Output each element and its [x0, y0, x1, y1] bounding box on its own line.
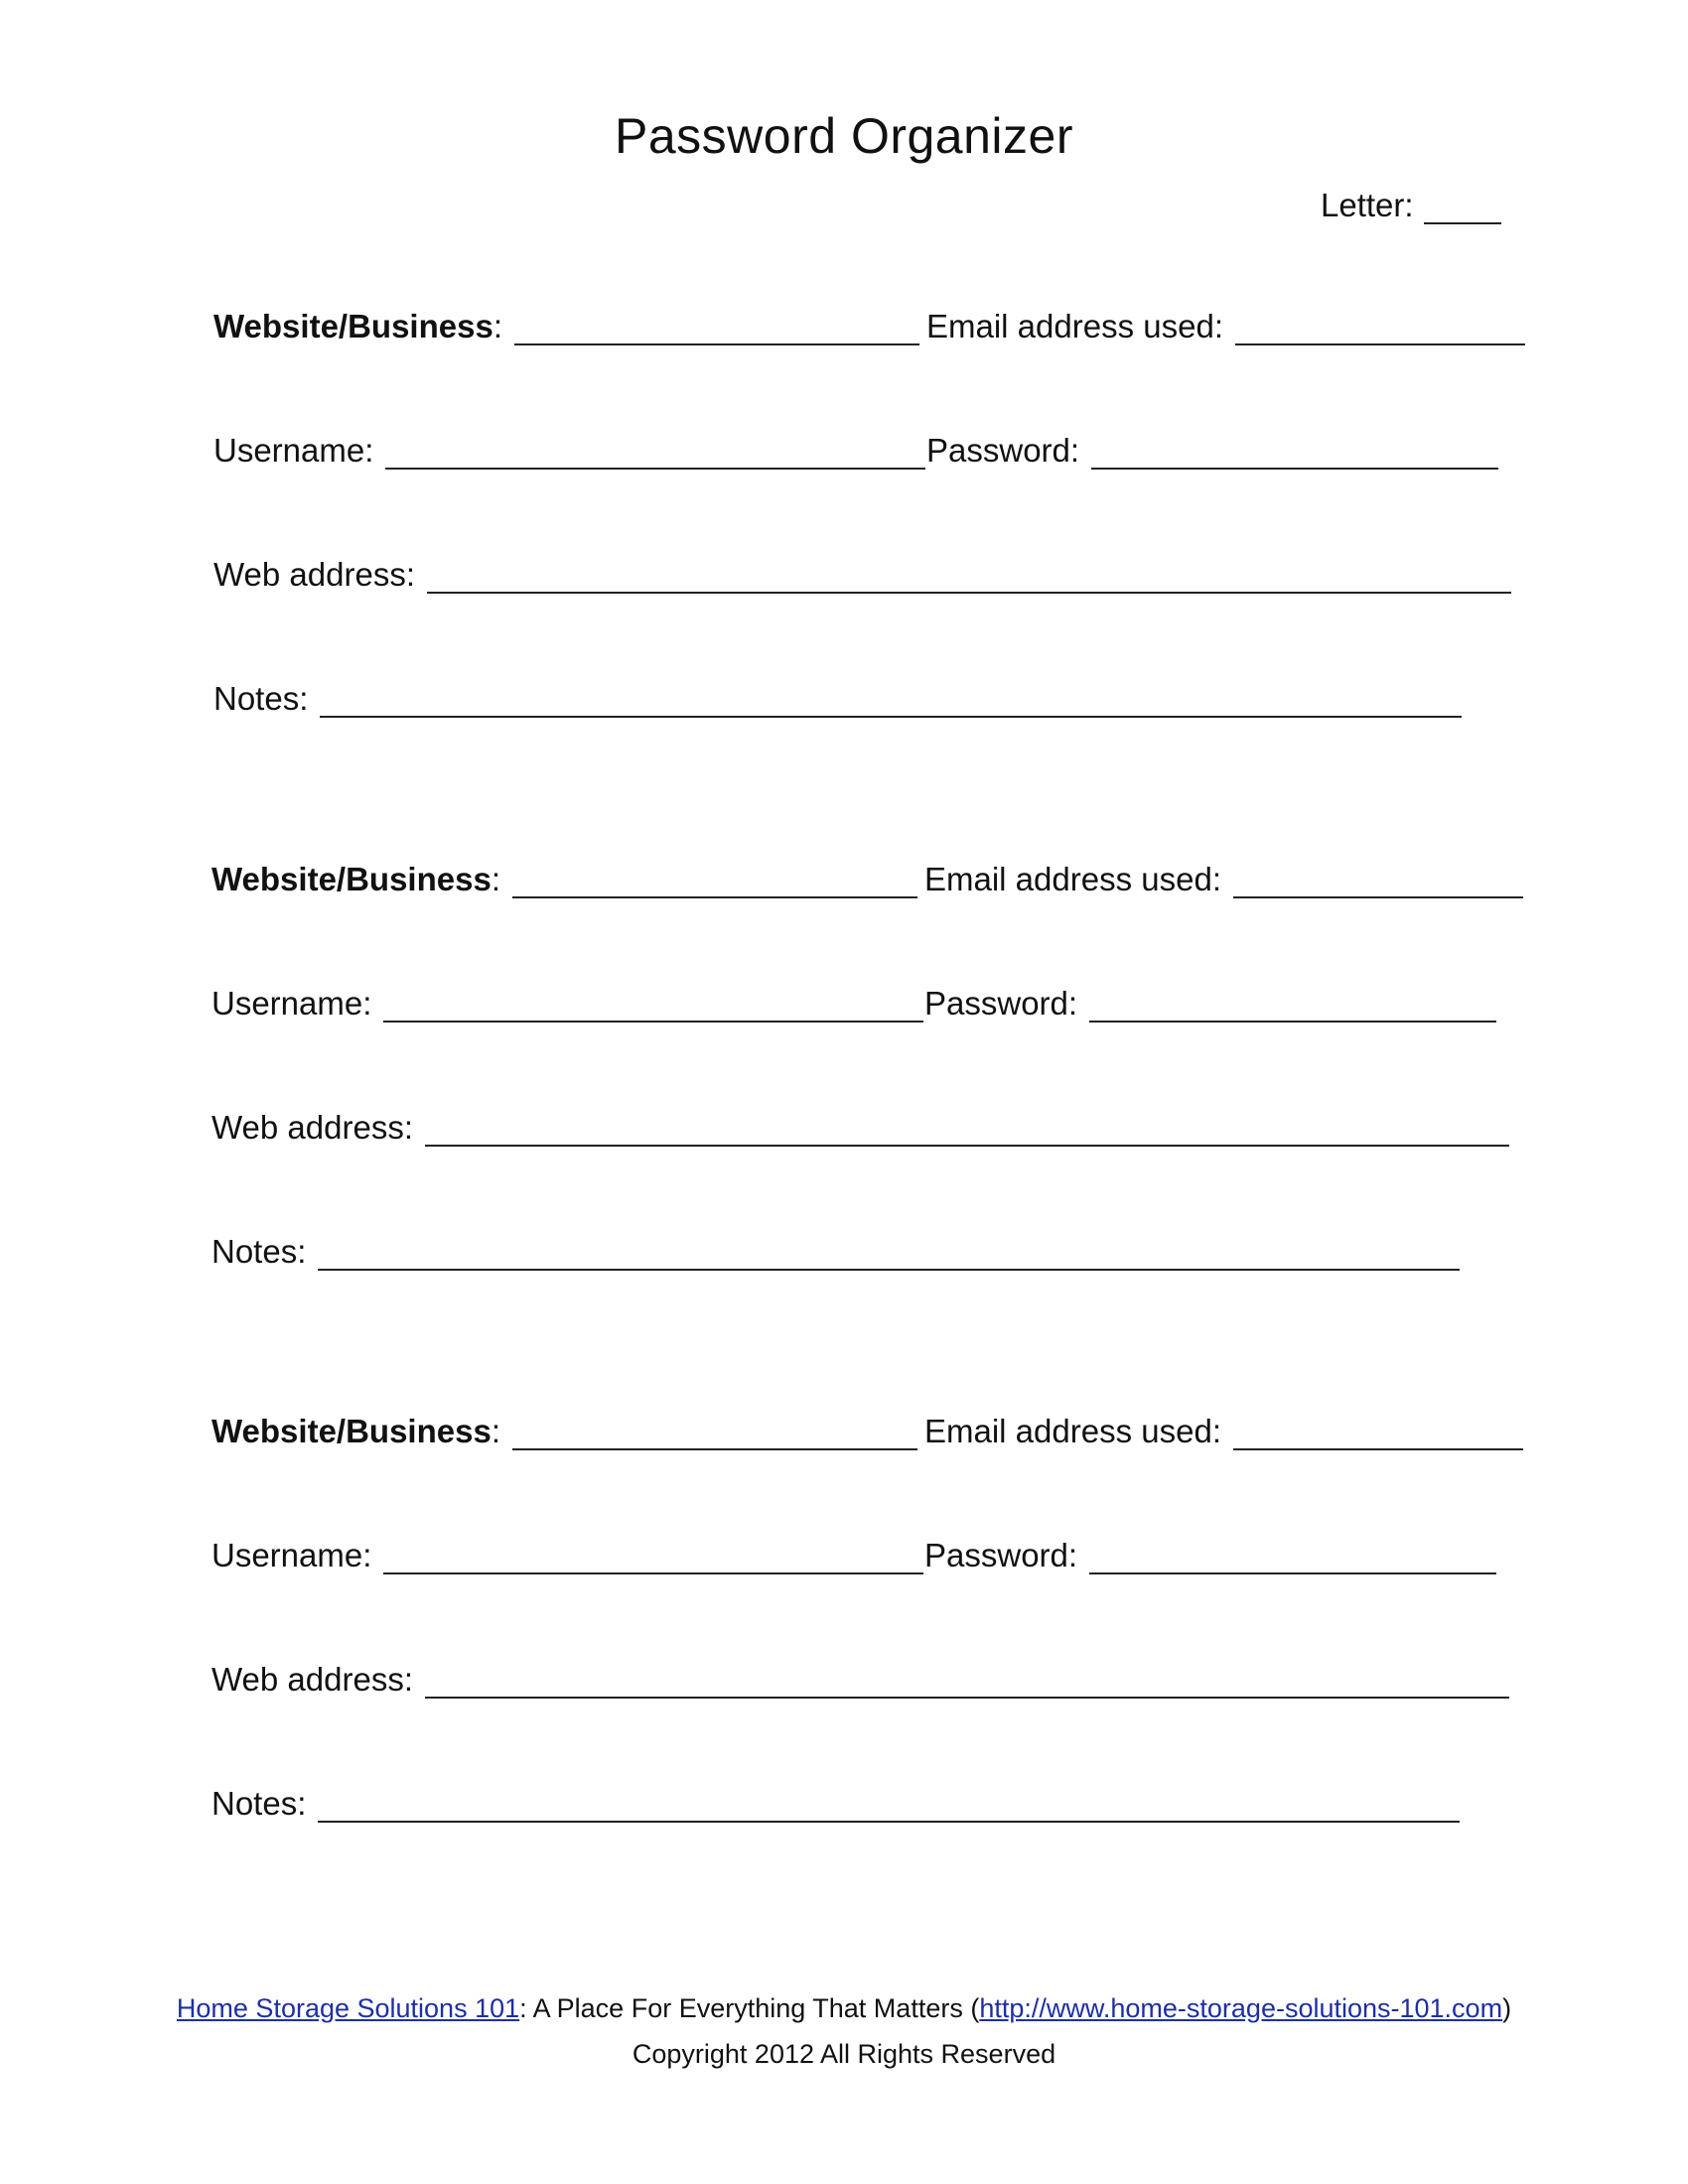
email-blank[interactable]	[1233, 1419, 1523, 1450]
password-row	[926, 432, 1498, 470]
username-blank[interactable]	[383, 991, 923, 1023]
entry-section-3	[0, 1393, 1688, 1849]
notes-blank[interactable]	[318, 1791, 1460, 1823]
web-address-row	[211, 1109, 1509, 1147]
web-address-label: Web address:	[211, 1661, 413, 1698]
password-row	[924, 985, 1496, 1023]
password-blank[interactable]	[1091, 438, 1498, 470]
entry-section-1	[0, 288, 1688, 745]
letter-label: Letter:	[1321, 187, 1414, 223]
website-row	[211, 861, 917, 898]
password-row	[924, 1537, 1496, 1574]
page-title: Password Organizer	[615, 108, 1073, 164]
username-row	[213, 432, 925, 470]
email-label: Email address used:	[926, 308, 1223, 344]
footer-credit-line: Home Storage Solutions 101: A Place For Everything That Matters (http://www.home-storage-solutions-101.com)	[176, 1993, 1512, 2023]
username-row	[211, 985, 923, 1023]
website-blank[interactable]	[512, 867, 917, 898]
footer	[0, 1985, 1688, 2077]
site-link[interactable]: Home Storage Solutions 101	[176, 1993, 520, 2023]
email-blank[interactable]	[1235, 314, 1525, 345]
website-row	[211, 1413, 917, 1450]
password-blank[interactable]	[1089, 991, 1496, 1023]
email-row	[926, 308, 1525, 345]
notes-row	[211, 1785, 1460, 1823]
password-blank[interactable]	[1089, 1543, 1496, 1574]
web-address-row	[213, 556, 1511, 594]
web-address-blank[interactable]	[425, 1115, 1509, 1147]
notes-blank[interactable]	[320, 686, 1462, 718]
email-label: Email address used:	[924, 861, 1221, 897]
web-address-row	[211, 1661, 1509, 1699]
website-label: Website/Business:	[211, 861, 500, 897]
entry-section-2	[0, 841, 1688, 1297]
username-blank[interactable]	[383, 1543, 923, 1574]
letter-field	[1321, 187, 1501, 224]
email-label: Email address used:	[924, 1413, 1221, 1449]
web-address-label: Web address:	[213, 556, 415, 593]
username-blank[interactable]	[385, 438, 925, 470]
website-blank[interactable]	[512, 1419, 917, 1450]
password-label: Password:	[924, 985, 1078, 1022]
notes-row	[213, 680, 1462, 718]
footer-tagline: : A Place For Everything That Matters (	[519, 1993, 980, 2023]
web-address-blank[interactable]	[425, 1667, 1509, 1699]
email-row	[924, 861, 1523, 898]
email-row	[924, 1413, 1523, 1450]
username-label: Username:	[211, 985, 372, 1022]
website-label: Website/Business:	[211, 1413, 500, 1449]
notes-label: Notes:	[213, 680, 309, 717]
password-label: Password:	[926, 432, 1080, 469]
copyright-text: Copyright 2012 All Rights Reserved	[632, 2039, 1056, 2069]
web-address-label: Web address:	[211, 1109, 413, 1146]
username-row	[211, 1537, 923, 1574]
website-row	[213, 308, 919, 345]
site-url-link[interactable]: http://www.home-storage-solutions-101.com	[979, 1993, 1503, 2023]
username-label: Username:	[213, 432, 374, 469]
username-label: Username:	[211, 1537, 372, 1573]
notes-label: Notes:	[211, 1785, 307, 1822]
letter-blank[interactable]	[1424, 193, 1501, 224]
email-blank[interactable]	[1233, 867, 1523, 898]
website-label: Website/Business:	[213, 308, 502, 344]
notes-label: Notes:	[211, 1233, 307, 1270]
website-blank[interactable]	[514, 314, 919, 345]
web-address-blank[interactable]	[427, 562, 1511, 594]
password-label: Password:	[924, 1537, 1078, 1573]
notes-row	[211, 1233, 1460, 1271]
notes-blank[interactable]	[318, 1239, 1460, 1271]
